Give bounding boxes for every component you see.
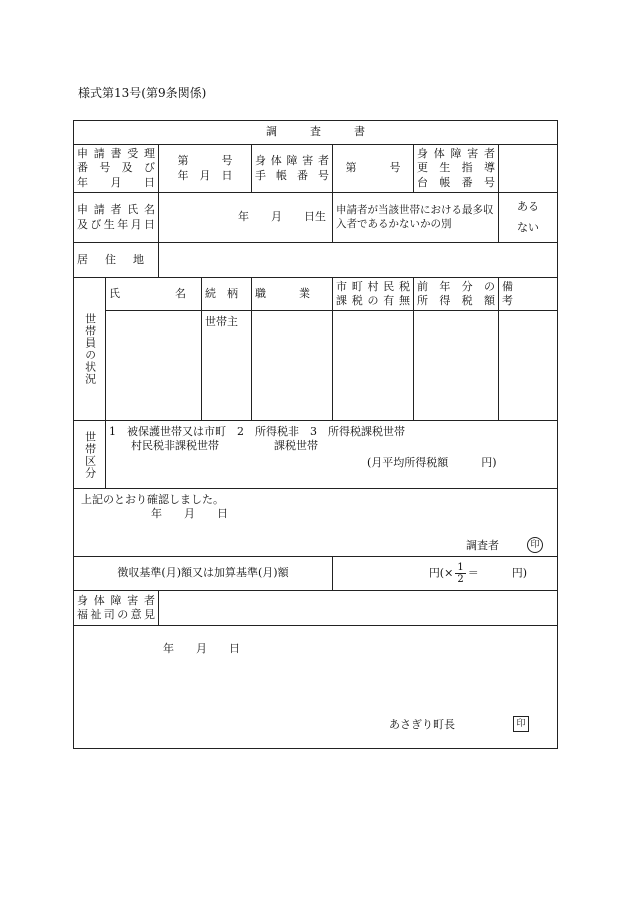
top-earner-choice[interactable]: [499, 193, 558, 243]
welfare-opinion-field[interactable]: [159, 591, 558, 626]
confirmation-block: [74, 489, 558, 557]
confirmation-text: 上記のとおり確認しました。: [81, 493, 224, 506]
investigator-seal: 印: [527, 537, 543, 553]
no-option[interactable]: ない: [517, 221, 539, 234]
member-remarks-field[interactable]: [499, 311, 558, 421]
household-section-label: 世帯員の状況: [74, 278, 106, 421]
address-label: 居 住 地: [74, 243, 159, 278]
confirmation-date: 年 月 日: [151, 507, 228, 521]
member-name-field[interactable]: [106, 311, 202, 421]
handbook-number-field[interactable]: 第 号: [333, 145, 414, 193]
levy-amount-field[interactable]: 円(× $\frac{1}{2}$ ＝ 円): [333, 557, 558, 591]
investigator-label: 調査者: [466, 538, 499, 552]
mayor-approval-block: [74, 626, 558, 749]
member-prev-tax-field[interactable]: [414, 311, 499, 421]
member-tax-status-field[interactable]: [333, 311, 414, 421]
household-category-label: 世帯区分: [74, 421, 106, 489]
mayor-seal: 印: [513, 716, 529, 732]
member-relation-field[interactable]: 世帯主: [202, 311, 252, 421]
investigation-form-table: [73, 120, 558, 749]
member-occupation-field[interactable]: [252, 311, 333, 421]
header-name: 氏 名: [106, 278, 202, 311]
half-fraction: $\frac{1}{2}$: [457, 562, 464, 585]
form-number-caption: 様式第13号(第9条関係): [78, 86, 207, 100]
application-number-label: 申請書受理 番号及び 年 月 日: [74, 145, 159, 193]
handbook-number-label: 身体障害者 手帳番号: [252, 145, 333, 193]
applicant-name-label: 申請者氏名 及び生年月日: [74, 193, 159, 243]
address-field[interactable]: [159, 243, 558, 278]
header-occupation: 職 業: [252, 278, 333, 311]
applicant-name-birth-field[interactable]: 年 月 日生: [159, 193, 333, 243]
header-remarks: 備 考: [499, 278, 558, 311]
top-earner-question: 申請者が当該世帯における最多収入者であるかないかの別: [333, 193, 499, 243]
rehab-register-field[interactable]: [499, 145, 558, 193]
welfare-opinion-label: 身体障害者 福祉司の意見: [74, 591, 159, 626]
application-number-field[interactable]: 第 号 年 月 日: [159, 145, 252, 193]
yes-option[interactable]: ある: [517, 199, 539, 213]
header-prev-income-tax: 前年分の 所得税額: [414, 278, 499, 311]
mayor-date: 年 月 日: [163, 642, 240, 655]
header-tax-status: 市町村民税 課税の有無: [333, 278, 414, 311]
mayor-name: あさぎり町長: [389, 717, 455, 731]
header-relation: 続 柄: [202, 278, 252, 311]
rehab-register-label: 身体障害者 更生指導 台帳番号: [414, 145, 499, 193]
levy-label: 徴収基準(月)額又は加算基準(月)額: [74, 557, 333, 591]
household-category-options[interactable]: 1 被保護世帯又は市町 2 所得税非 3 所得税課税世帯 村民税非課税世帯 課税世帯 (月平均所得税額 円): [106, 421, 558, 489]
form-title: 調 査 書: [74, 121, 558, 145]
